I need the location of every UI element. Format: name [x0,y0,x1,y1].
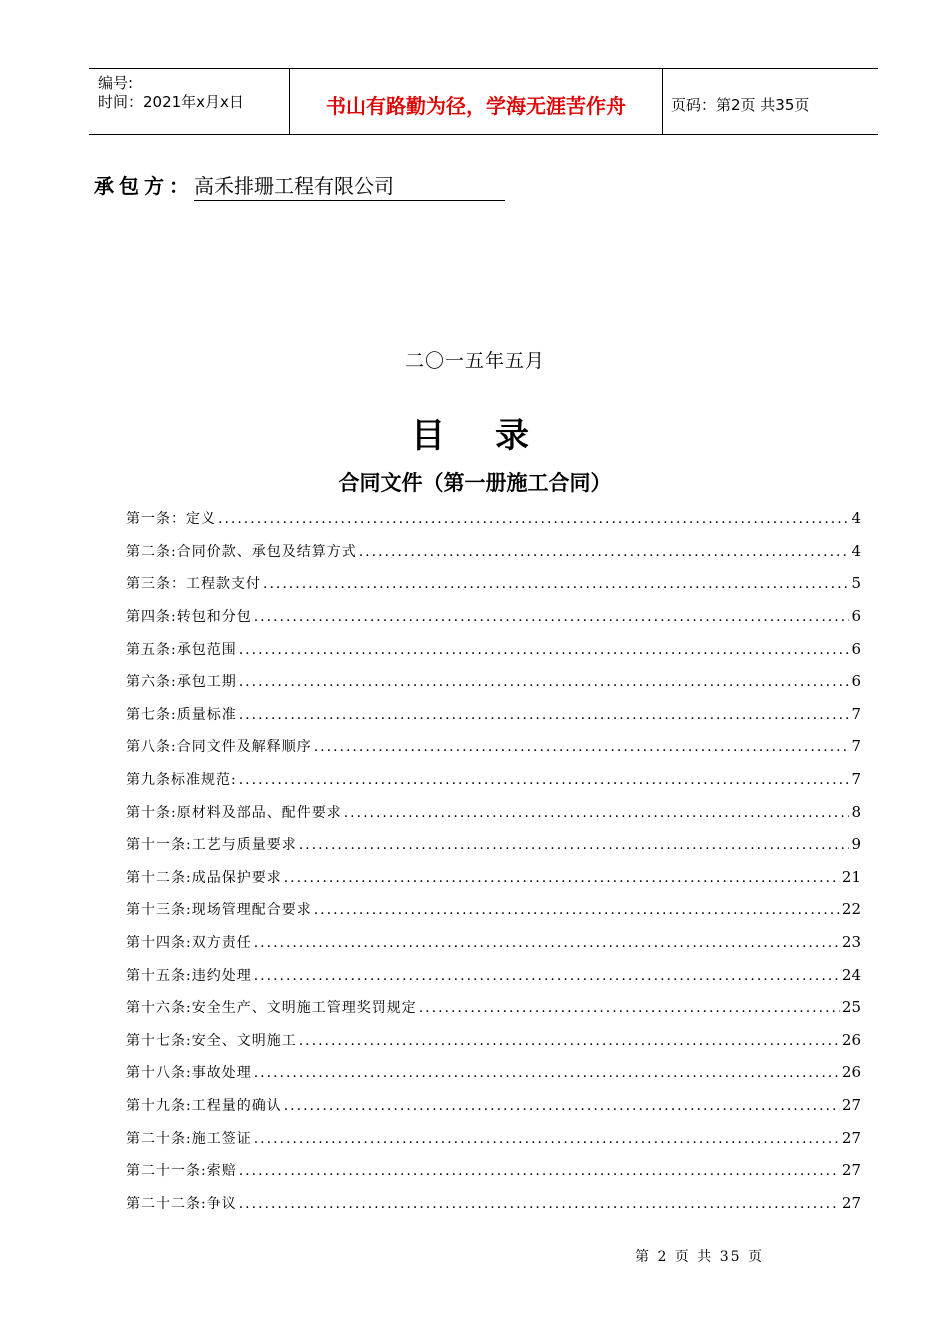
contractor-label: 承包方： [94,174,194,198]
toc-entry-title: 第九条标准规范: [126,772,237,789]
toc-entry-title: 第十四条:双方责任 [126,935,252,952]
toc-entry-title: 第一条：定义 [126,511,216,528]
toc-entry-title: 第十五条:违约处理 [126,967,252,984]
toc-entry-title: 第二十一条:索赔 [126,1163,237,1180]
toc-entry-page: 27 [841,1193,861,1212]
toc-entry[interactable] [126,1121,861,1154]
toc-entry-page: 7 [851,704,861,723]
toc-entry-page: 23 [841,933,861,952]
toc-leader-dots [314,739,850,755]
toc-entry-title: 第五条:承包范围 [126,641,237,658]
toc-entry-title: 第十九条:工程量的确认 [126,1097,282,1114]
toc-entry-page: 24 [841,965,861,984]
toc-leader-dots [359,544,850,560]
toc-entry[interactable] [126,958,861,991]
toc-entry-page: 4 [851,509,861,528]
toc-entry-title: 第二十二条:争议 [126,1195,237,1212]
toc-entry[interactable] [126,1089,861,1122]
contractor-name: 高禾排珊工程有限公司 [194,170,505,201]
toc-entry[interactable] [126,861,861,894]
toc-entry-page: 7 [851,770,861,789]
toc-entry[interactable] [126,828,861,861]
toc-leader-dots [254,1131,840,1147]
toc-leader-dots [299,1033,840,1049]
toc-entry-page: 9 [851,835,861,854]
toc-entry-title: 第八条:合同文件及解释顺序 [126,739,312,756]
page-footer: 第 2 页 共 35 页 [635,1249,764,1265]
toc-entry[interactable] [126,698,861,731]
toc-entry[interactable] [126,763,861,796]
toc-entry-title: 第十条:原材料及部品、配件要求 [126,804,342,821]
toc-entry-title: 第十一条:工艺与质量要求 [126,837,297,854]
toc-entry[interactable] [126,1186,861,1219]
toc-entry-page: 27 [841,1161,861,1180]
toc-entry-title: 第二十条:施工签证 [126,1130,252,1147]
toc-leader-dots [239,642,850,658]
toc-entry[interactable] [126,795,861,828]
toc-leader-dots [284,870,840,886]
toc-entry-page: 21 [841,867,861,886]
toc-entry[interactable] [126,535,861,568]
toc-entry-page: 6 [851,607,861,626]
toc-entry-page: 26 [841,1063,861,1082]
toc-entry-title: 第十七条:安全、文明施工 [126,1032,297,1049]
toc-entry-page: 27 [841,1095,861,1114]
contractor-line [94,170,505,201]
page-header [89,68,878,135]
toc-leader-dots [239,1163,840,1179]
toc-entry-page: 8 [851,802,861,821]
toc-entry[interactable] [126,632,861,665]
document-time-label: 时间：2021年x月x日 [98,93,244,111]
toc-entry-page: 4 [851,541,861,560]
toc-leader-dots [284,1098,840,1114]
toc-leader-dots [254,935,840,951]
toc-entry[interactable] [126,926,861,959]
toc-leader-dots [218,511,849,527]
toc-leader-dots [254,609,850,625]
toc-entry[interactable] [126,991,861,1024]
toc-entry[interactable] [126,502,861,535]
toc-entry-title: 第十三条:现场管理配合要求 [126,902,312,919]
toc-leader-dots [263,576,849,592]
toc-entry[interactable] [126,600,861,633]
toc-entry[interactable] [126,665,861,698]
toc-entry-page: 7 [851,737,861,756]
toc-entry[interactable] [126,567,861,600]
toc-leader-dots [239,674,850,690]
toc-leader-dots [239,772,850,788]
table-of-contents [126,502,861,1219]
header-slogan: 书山有路勤为径，学海无涯苦作舟 [326,94,626,118]
toc-subtitle: 合同文件（第一册施工合同） [338,471,612,495]
toc-leader-dots [314,902,840,918]
toc-entry-title: 第十八条:事故处理 [126,1065,252,1082]
toc-leader-dots [299,837,850,853]
toc-entry-title: 第二条:合同价款、承包及结算方式 [126,543,357,560]
document-number-label: 编号: [98,74,134,92]
header-page-cell [663,69,878,134]
toc-entry[interactable] [126,893,861,926]
toc-entry[interactable] [126,1154,861,1187]
toc-leader-dots [419,1000,840,1016]
toc-leader-dots [344,805,850,821]
toc-entry-title: 第三条：工程款支付 [126,576,261,593]
toc-entry-title: 第四条:转包和分包 [126,609,252,626]
toc-title: 目录 [411,416,579,456]
toc-entry-title: 第十六条:安全生产、文明施工管理奖罚规定 [126,1000,417,1017]
toc-leader-dots [239,1196,840,1212]
toc-entry-title: 第七条:质量标准 [126,706,237,723]
toc-entry-page: 26 [841,1030,861,1049]
toc-entry-page: 22 [841,900,861,919]
toc-entry-title: 第十二条:成品保护要求 [126,869,282,886]
toc-entry-page: 6 [851,639,861,658]
toc-entry-page: 6 [851,672,861,691]
toc-entry[interactable] [126,1056,861,1089]
toc-entry-page: 25 [841,998,861,1017]
toc-entry-page: 27 [841,1128,861,1147]
toc-entry-title: 第六条:承包工期 [126,674,237,691]
header-info-cell [89,69,290,134]
toc-entry-page: 5 [851,574,861,593]
document-date: 二〇一五年五月 [404,350,545,372]
toc-entry[interactable] [126,1024,861,1057]
toc-leader-dots [254,968,840,984]
toc-entry[interactable] [126,730,861,763]
header-page-info: 页码：第2页 共35页 [671,96,810,114]
toc-leader-dots [239,707,850,723]
header-slogan-cell [290,69,663,134]
toc-leader-dots [254,1065,840,1081]
